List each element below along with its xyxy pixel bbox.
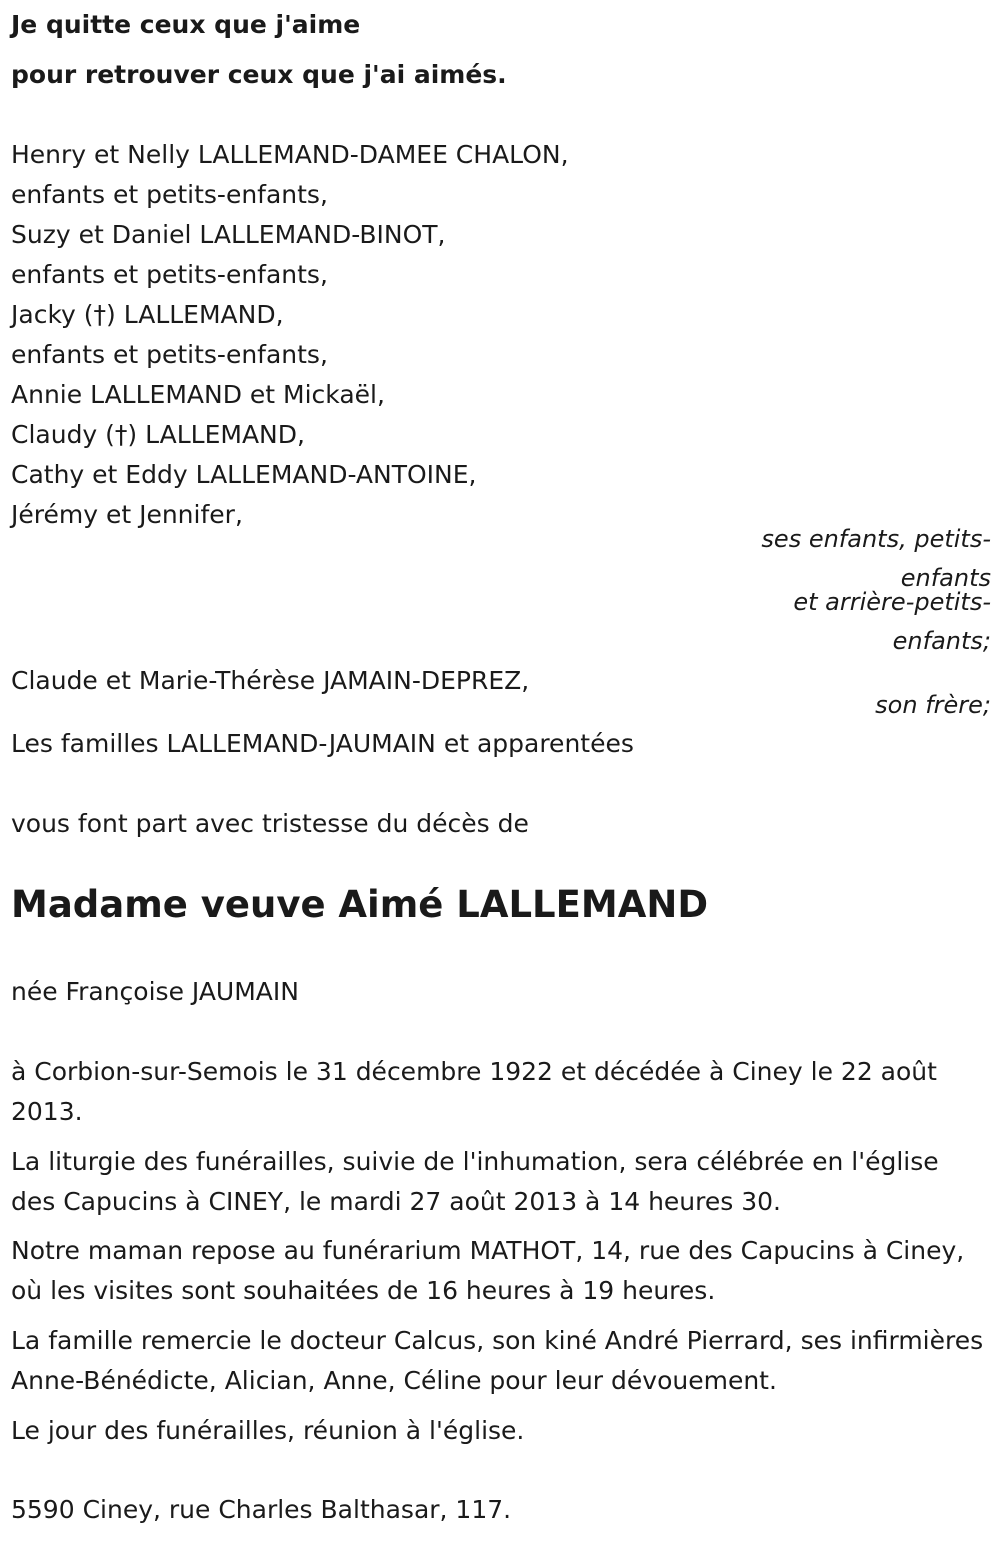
- epigraph-line-1: Je quitte ceux que j'aime: [11, 10, 361, 39]
- relation-children-line-4: enfants;: [892, 627, 991, 655]
- relation-children-line-2: enfants: [900, 564, 991, 592]
- family-line: enfants et petits-enfants,: [11, 260, 328, 289]
- relation-children-line-3: et arrière-petits-: [793, 588, 991, 616]
- families-line: Les familles LALLEMAND-JAUMAIN et apparentées: [11, 729, 634, 758]
- family-line: Henry et Nelly LALLEMAND-DAMEE CHALON,: [11, 140, 569, 169]
- birth-death-paragraph: à Corbion-sur-Semois le 31 décembre 1922 et décédée à Ciney le 22 août 2013.: [11, 1057, 937, 1126]
- liturgy-paragraph: La liturgie des funérailles, suivie de l'inhumation, sera célébrée en l'église des Capucins à CINEY, le mardi 27 août 2013 à 14 heures 30.: [11, 1147, 939, 1216]
- address-line: 5590 Ciney, rue Charles Balthasar, 117.: [11, 1495, 512, 1524]
- family-line: Suzy et Daniel LALLEMAND-BINOT,: [11, 220, 446, 249]
- funerarium-paragraph: Notre maman repose au funérarium MATHOT, 14, rue des Capucins à Ciney, où les visites sont souhaitées de 16 heures à 19 heures.: [11, 1236, 965, 1305]
- family-line: Jacky (†) LALLEMAND,: [11, 300, 284, 329]
- gathering-paragraph: Le jour des funérailles, réunion à l'église.: [11, 1416, 525, 1445]
- family-line: enfants et petits-enfants,: [11, 340, 328, 369]
- family-line: Annie LALLEMAND et Mickaël,: [11, 380, 385, 409]
- maiden-name: née Françoise JAUMAIN: [11, 977, 299, 1006]
- family-line: enfants et petits-enfants,: [11, 180, 328, 209]
- deceased-name: Madame veuve Aimé LALLEMAND: [11, 883, 709, 926]
- thanks-paragraph: La famille remercie le docteur Calcus, son kiné André Pierrard, ses infirmières Anne-Bénédicte, Alician, Anne, Céline pour leur dévouement.: [11, 1326, 984, 1395]
- epigraph-line-2: pour retrouver ceux que j'ai aimés.: [11, 60, 507, 89]
- family-line: Claudy (†) LALLEMAND,: [11, 420, 305, 449]
- relation-brother: son frère;: [875, 691, 991, 719]
- brother-line: Claude et Marie-Thérèse JAMAIN-DEPREZ,: [11, 666, 530, 695]
- relation-children-line-1: ses enfants, petits-: [761, 525, 991, 553]
- family-line: Jérémy et Jennifer,: [11, 500, 243, 529]
- family-line: Cathy et Eddy LALLEMAND-ANTOINE,: [11, 460, 477, 489]
- announcement-line: vous font part avec tristesse du décès de: [11, 809, 529, 838]
